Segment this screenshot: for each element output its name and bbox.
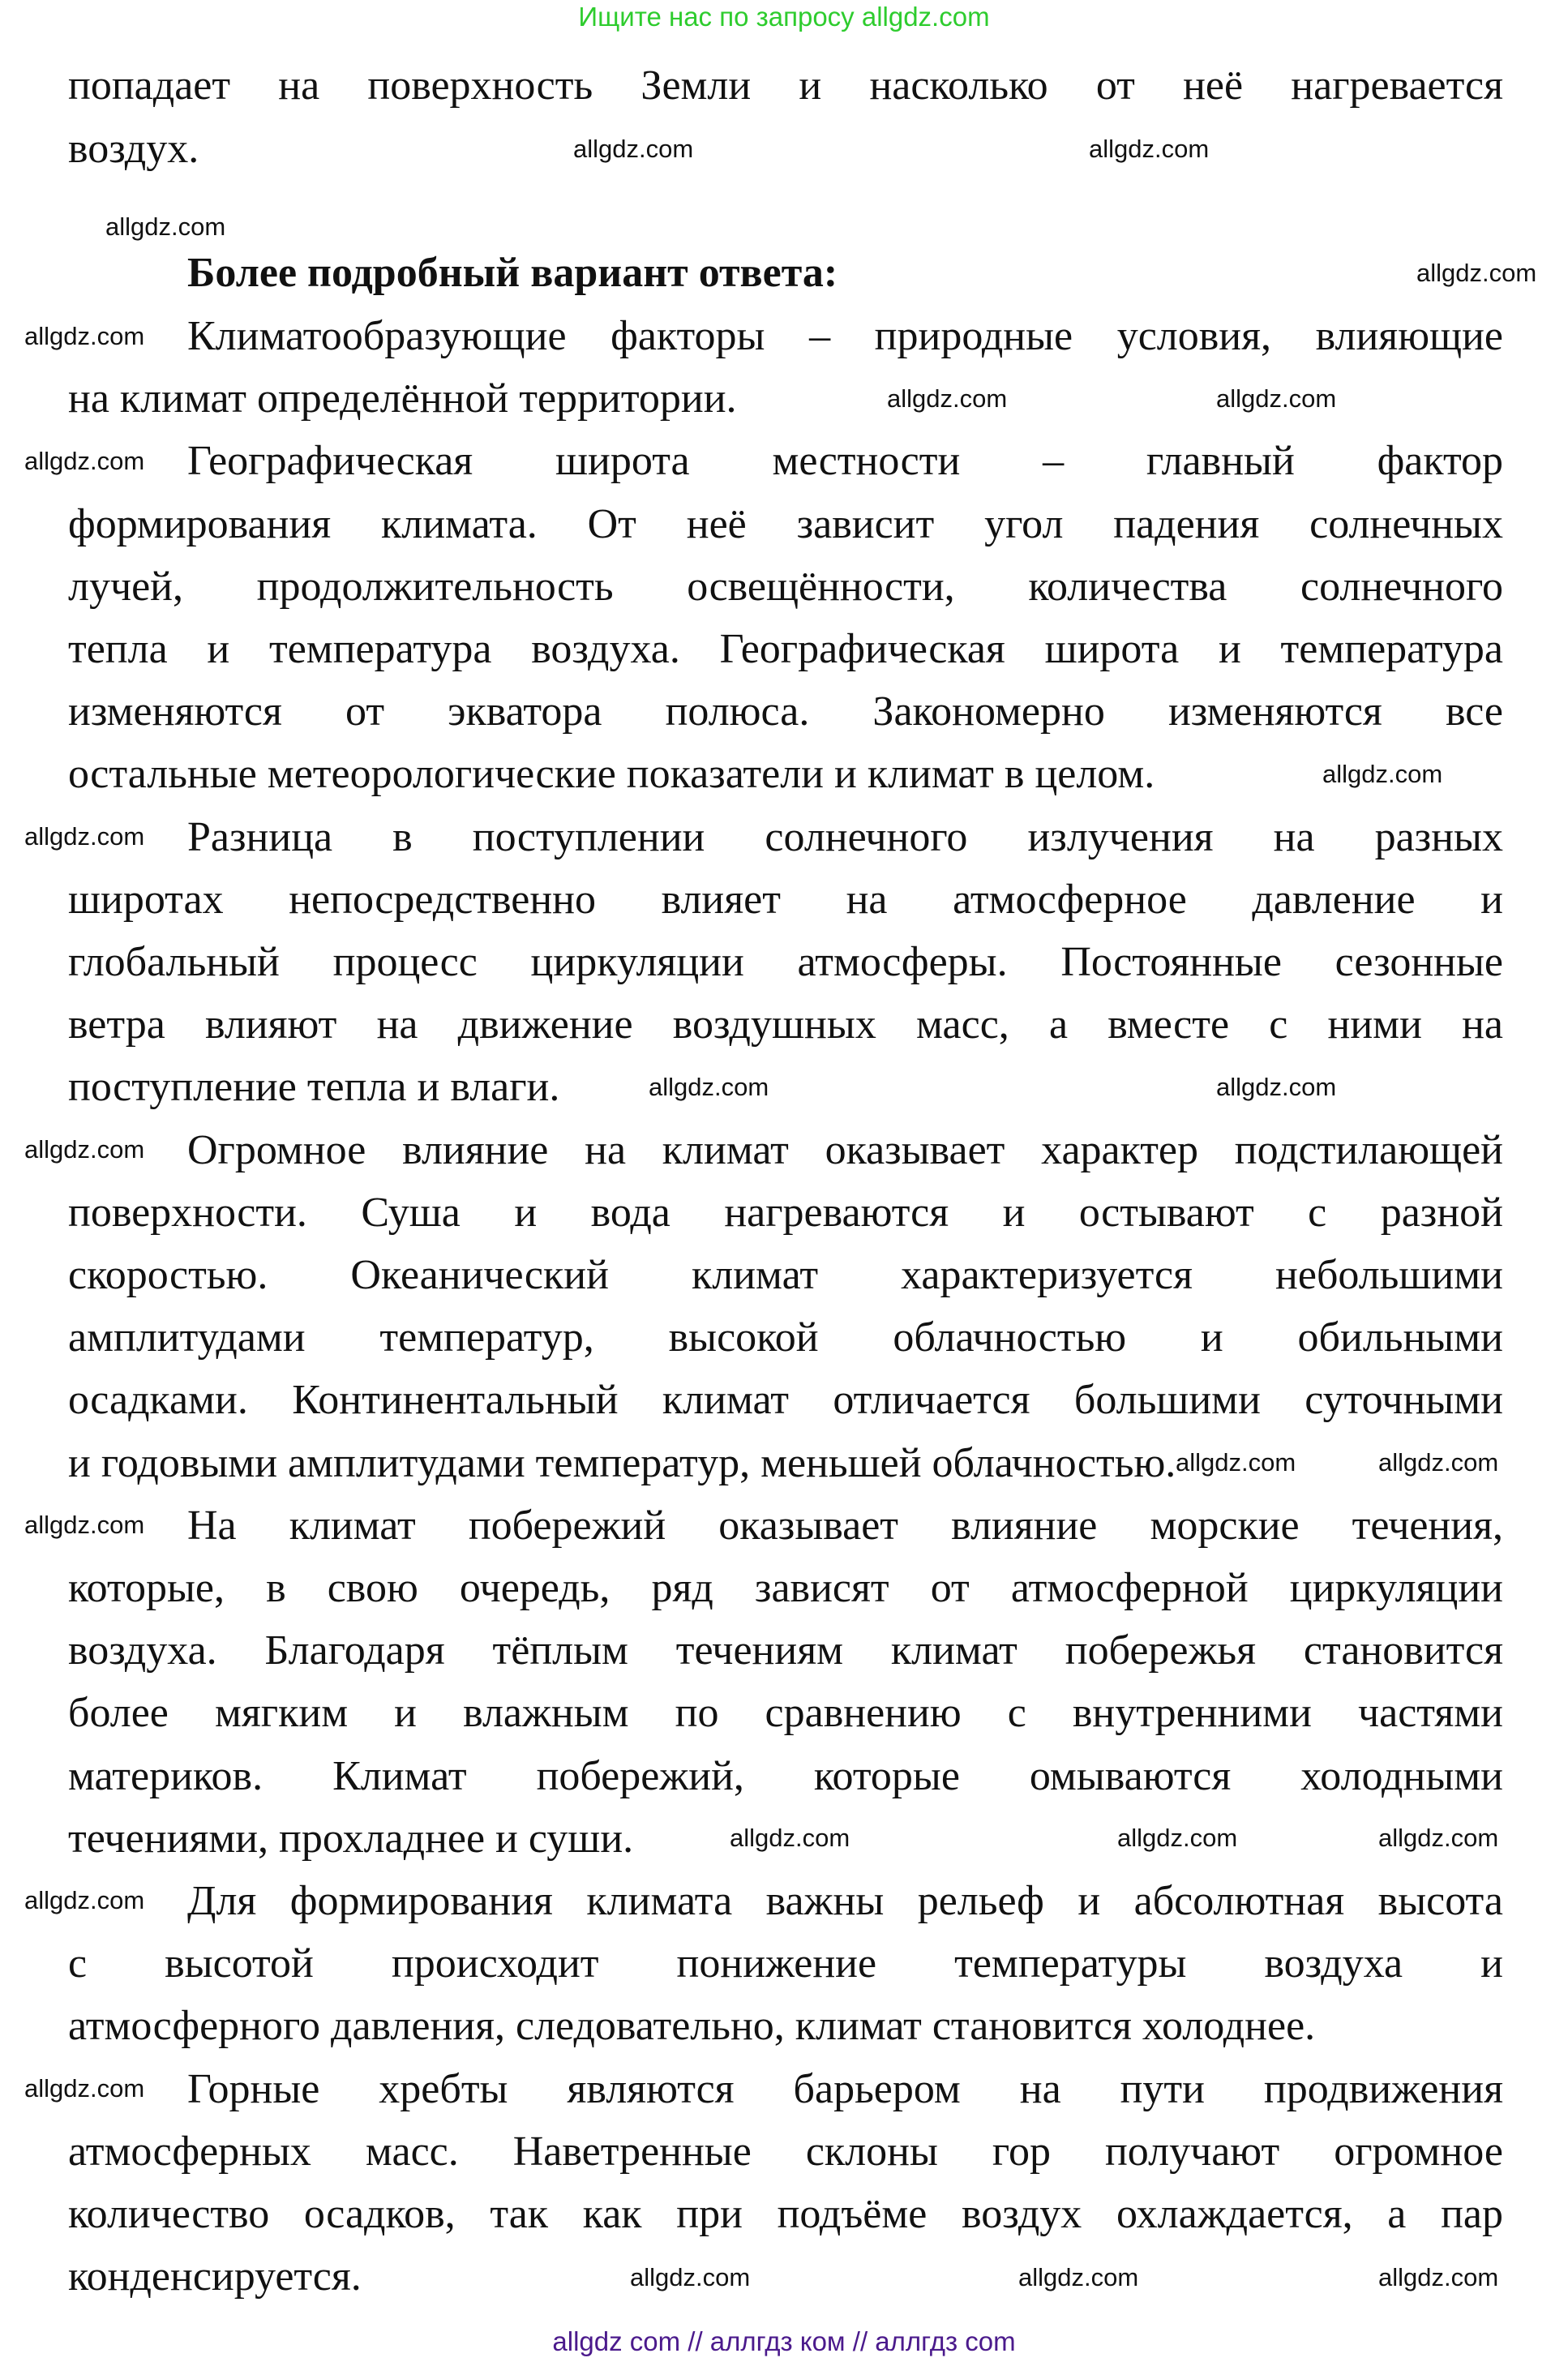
text-line: воздуха. Благодаря тёплым течениям климат побережья становится <box>68 1627 1503 1674</box>
text-line: Огромное влияние на климат оказывает характер подстилающей <box>187 1126 1503 1173</box>
watermark-text: allgdz.com <box>1216 384 1337 413</box>
text-line: поверхности. Суша и вода нагреваются и остывают с разной <box>68 1189 1503 1236</box>
watermark-text: allgdz.com <box>1378 2263 1499 2291</box>
search-hint-banner[interactable]: Ищите нас по запросу allgdz.com <box>578 2 990 32</box>
text-line: которые, в свою очередь, ряд зависят от атмосферной циркуляции <box>68 1565 1503 1611</box>
watermark-text: allgdz.com <box>24 1886 145 1914</box>
watermark-text: allgdz.com <box>24 2074 145 2103</box>
watermark-text: allgdz.com <box>1216 1073 1337 1101</box>
watermark-text: allgdz.com <box>1378 1448 1499 1477</box>
text-line: тепла и температура воздуха. Географическая широта и температура <box>68 626 1503 672</box>
footer-links[interactable]: allgdz com // аллгдз ком // аллгдз com <box>552 2326 1016 2356</box>
text-line: скоростью. Океанический климат характеризуется небольшими <box>68 1252 1503 1298</box>
watermark-text: allgdz.com <box>649 1073 769 1101</box>
text-line: изменяются от экватора полюса. Закономерно изменяются все <box>68 688 1503 735</box>
text-line: количество осадков, так как при подъёме воздух охлаждается, а пар <box>68 2191 1503 2237</box>
text-line: воздух. <box>68 126 199 172</box>
text-line: атмосферных масс. Наветренные склоны гор получают огромное <box>68 2128 1503 2175</box>
watermark-text: allgdz.com <box>573 135 694 163</box>
watermark-text: allgdz.com <box>1322 760 1443 788</box>
text-line: На климат побережий оказывает влияние морские течения, <box>187 1502 1503 1549</box>
text-line: материков. Климат побережий, которые омываются холодными <box>68 1752 1503 1799</box>
text-line: течениями, прохладнее и суши. <box>68 1815 634 1862</box>
watermark-text: allgdz.com <box>630 2263 751 2291</box>
text-line: амплитудами температур, высокой облачностью и обильными <box>68 1314 1503 1361</box>
watermark-text: allgdz.com <box>24 447 145 475</box>
text-line: с высотой происходит понижение температуры воздуха и <box>68 1940 1503 1987</box>
text-line: конденсируется. <box>68 2253 362 2300</box>
text-line: Географическая широта местности – главный фактор <box>187 438 1503 485</box>
watermark-text: allgdz.com <box>1089 135 1210 163</box>
text-line: ветра влияют на движение воздушных масс, а вместе с ними на <box>68 1001 1503 1048</box>
watermark-text: allgdz.com <box>24 822 145 851</box>
text-line: формирования климата. От неё зависит угол падения солнечных <box>68 500 1503 547</box>
text-line: и годовыми амплитудами температур, меньшей облачностью. <box>68 1439 1176 1486</box>
text-line: остальные метеорологические показатели и климат в целом. <box>68 751 1155 798</box>
watermark-text: allgdz.com <box>1018 2263 1139 2291</box>
watermark-text: allgdz.com <box>1117 1824 1238 1852</box>
section-heading: Более подробный вариант ответа: <box>187 250 838 296</box>
text-line: Климатообразующие факторы – природные условия, влияющие <box>187 313 1503 359</box>
text-line: на климат определённой территории. <box>68 375 737 422</box>
watermark-text: allgdz.com <box>887 384 1008 413</box>
text-line: Для формирования климата важны рельеф и абсолютная высота <box>187 1878 1503 1924</box>
text-line: поступление тепла и влаги. <box>68 1064 560 1111</box>
text-line: атмосферного давления, следовательно, климат становится холоднее. <box>68 2003 1316 2050</box>
watermark-text: allgdz.com <box>730 1824 850 1852</box>
text-line: глобальный процесс циркуляции атмосферы. Постоянные сезонные <box>68 939 1503 985</box>
watermark-text: allgdz.com <box>1416 259 1537 287</box>
watermark-text: allgdz.com <box>24 1135 145 1164</box>
text-line: более мягким и влажным по сравнению с внутренними частями <box>68 1690 1503 1737</box>
text-line: Горные хребты являются барьером на пути продвижения <box>187 2065 1503 2112</box>
text-line: попадает на поверхность Земли и насколько от неё нагревается <box>68 62 1503 109</box>
text-line: Разница в поступлении солнечного излучения на разных <box>187 813 1503 860</box>
text-line: лучей, продолжительность освещённости, количества солнечного <box>68 563 1503 610</box>
watermark-text: allgdz.com <box>105 212 226 241</box>
watermark-text: allgdz.com <box>1176 1448 1296 1477</box>
watermark-text: allgdz.com <box>24 1511 145 1539</box>
text-line: широтах непосредственно влияет на атмосферное давление и <box>68 876 1503 923</box>
watermark-text: allgdz.com <box>24 322 145 350</box>
text-line: осадками. Континентальный климат отличается большими суточными <box>68 1377 1503 1424</box>
watermark-text: allgdz.com <box>1378 1824 1499 1852</box>
